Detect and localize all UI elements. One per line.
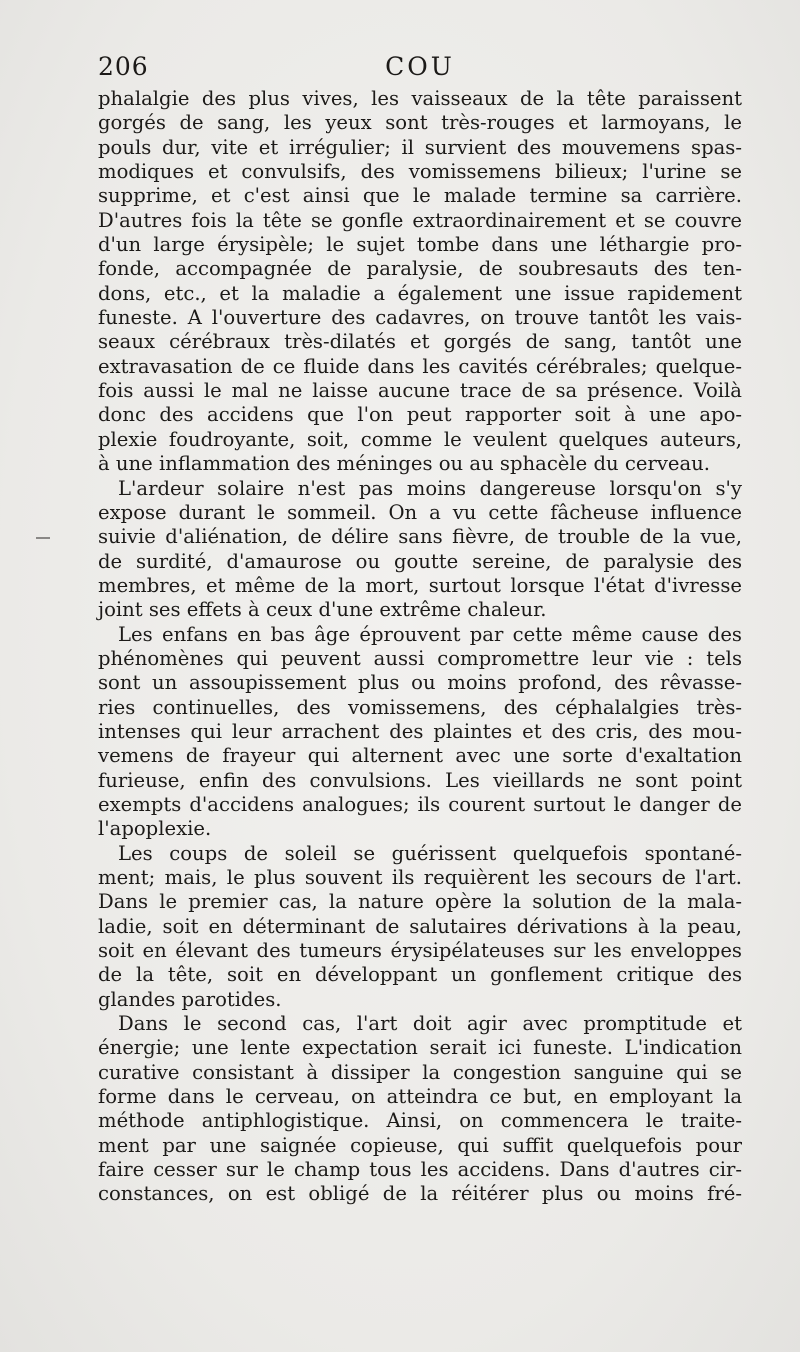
text-line: gorgés de sang, les yeux sont très-rouges et larmoyans, le (98, 111, 742, 135)
text-line: extravasation de ce fluide dans les cavités cérébrales; quelque- (98, 354, 742, 378)
text-line: à une inflammation des méninges ou au sphacèle du cerveau. (98, 452, 711, 476)
text-line: suivie d'aliénation, de délire sans fièvre, de trouble de la vue, (98, 525, 742, 549)
text-line: L'ardeur solaire n'est pas moins dangereuse lorsqu'on s'y (118, 476, 742, 500)
text-line: curative consistant à dissiper la congestion sanguine qui se (98, 1060, 742, 1084)
text-line: sont un assoupissement plus ou moins profond, des rêvasse- (98, 671, 742, 695)
text-line: glandes parotides. (98, 987, 282, 1011)
text-line: constances, on est obligé de la réitérer plus ou moins fré- (98, 1182, 742, 1206)
text-line: fonde, accompagnée de paralysie, de soubresauts des ten- (98, 257, 742, 281)
text-line: supprime, et c'est ainsi que le malade termine sa carrière. (98, 184, 742, 208)
body-text (98, 87, 742, 1207)
text-line: méthode antiphlogistique. Ainsi, on commencera le traite- (98, 1109, 742, 1133)
text-line: de surdité, d'amaurose ou goutte sereine, de paralysie des (98, 549, 742, 573)
text-line: vemens de frayeur qui alternent avec une sorte d'exaltation (98, 744, 742, 768)
text-line: soit en élevant des tumeurs érysipélateuses sur les enveloppes (98, 939, 742, 963)
page-number: 206 (98, 52, 149, 81)
text-line: ries continuelles, des vomissemens, des céphalalgies très- (98, 695, 742, 719)
text-line: ment; mais, le plus souvent ils requièrent les secours de l'art. (98, 866, 742, 889)
text-line: l'apoplexie. (98, 817, 212, 841)
text-line: pouls dur, vite et irrégulier; il survient des mouvemens spas- (98, 135, 742, 159)
text-line: furieuse, enfin des convulsions. Les vieillards ne sont point (98, 768, 742, 792)
text-line: Les coups de soleil se guérissent quelquefois spontané- (118, 841, 742, 865)
text-line: intenses qui leur arrachent des plaintes et des cris, des mou- (98, 719, 742, 743)
text-line: exempts d'accidens analogues; ils courent surtout le danger de (98, 792, 742, 816)
text-line: Les enfans en bas âge éprouvent par cette même cause des (118, 622, 742, 646)
text-line: phénomènes qui peuvent aussi compromettre leur vie : tels (98, 646, 742, 670)
running-head: COU (385, 52, 455, 81)
text-line: expose durant le sommeil. On a vu cette fâcheuse influence (98, 500, 742, 524)
text-line: Dans le second cas, l'art doit agir avec promptitude et (118, 1012, 742, 1036)
text-line: de la tête, soit en développant un gonflement critique des (98, 963, 742, 987)
text-line: membres, et même de la mort, surtout lorsque l'état d'ivresse (98, 573, 742, 597)
text-line: ment par une saignée copieuse, qui suffit quelquefois pour (98, 1133, 742, 1157)
text-line: plexie foudroyante, soit, comme le veulent quelques auteurs, (98, 427, 742, 451)
text-line: fois aussi le mal ne laisse aucune trace de sa présence. Voilà (98, 379, 742, 403)
margin-mark (36, 537, 50, 539)
text-line: modiques et convulsifs, des vomissemens bilieux; l'urine se (98, 160, 742, 184)
text-line: ladie, soit en déterminant de salutaires dérivations à la peau, (98, 914, 742, 938)
text-line: dons, etc., et la maladie a également une issue rapidement (98, 281, 742, 305)
text-line: faire cesser sur le champ tous les accidens. Dans d'autres cir- (98, 1158, 742, 1182)
text-line: seaux cérébraux très-dilatés et gorgés de sang, tantôt une (98, 330, 742, 354)
text-line: énergie; une lente expectation serait ici funeste. L'indication (98, 1036, 742, 1060)
text-line: forme dans le cerveau, on atteindra ce but, en employant la (98, 1085, 742, 1109)
text-line: funeste. A l'ouverture des cadavres, on trouve tantôt les vais- (98, 306, 742, 330)
text-line: D'autres fois la tête se gonfle extraordinairement et se couvre (98, 208, 742, 232)
text-line: phalalgie des plus vives, les vaisseaux de la tête paraissent (98, 87, 742, 110)
text-line: donc des accidens que l'on peut rapporter soit à une apo- (98, 403, 742, 427)
text-line: d'un large érysipèle; le sujet tombe dans une léthargie pro- (98, 233, 742, 257)
text-line: joint ses effets à ceux d'une extrême chaleur. (98, 598, 547, 622)
text-line: Dans le premier cas, la nature opère la solution de la mala- (98, 890, 742, 914)
page-header (98, 52, 742, 84)
